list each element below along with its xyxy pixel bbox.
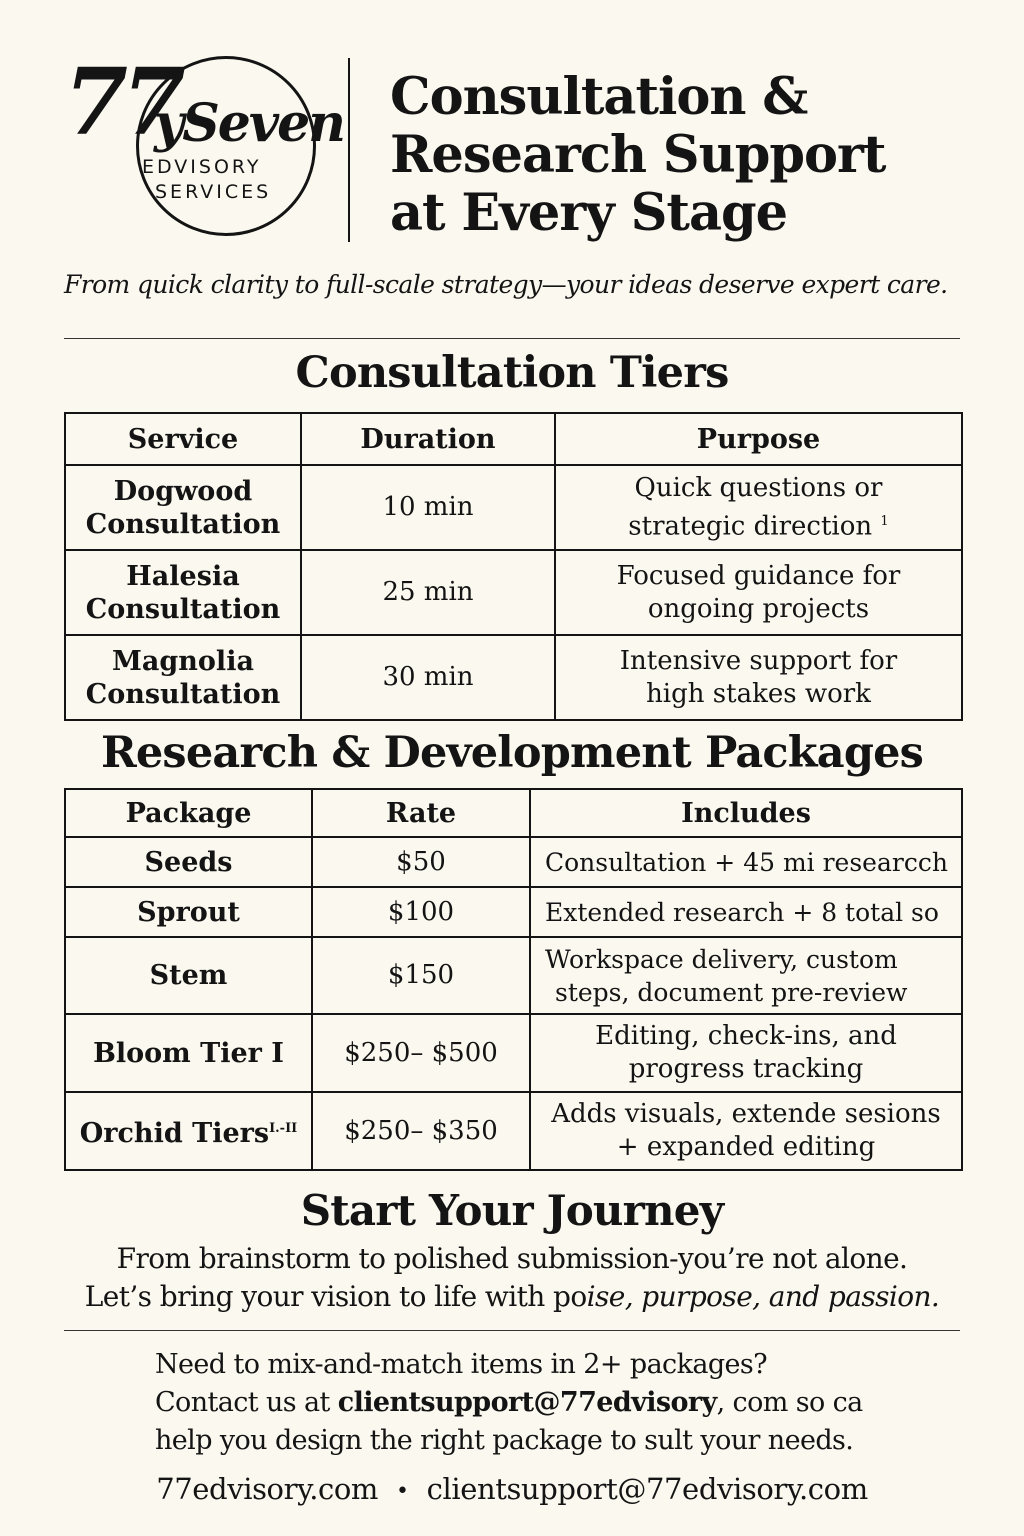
journey-text <box>64 1240 960 1316</box>
package-name-text: Orchid Tiers <box>79 1118 270 1149</box>
package-includes: Consultation + 45 mi researcch <box>530 837 962 887</box>
duration-cell: 30 min <box>301 635 555 720</box>
page-title <box>390 68 990 242</box>
consultation-table <box>64 412 963 721</box>
purpose-line: ongoing projects <box>647 593 870 624</box>
column-header: Rate <box>312 789 530 837</box>
website-link[interactable]: 77edvisory.com <box>156 1472 379 1506</box>
divider-top <box>64 338 960 339</box>
purpose-line: high stakes work <box>646 678 871 709</box>
duration-cell: 25 min <box>301 550 555 635</box>
journey-line-1: From brainstorm to polished submission-you’re not alone. <box>116 1242 908 1275</box>
consultation-heading: Consultation Tiers <box>295 348 729 398</box>
package-rate: $50 <box>312 837 530 887</box>
title-line-2: Research Support <box>390 125 886 185</box>
tier-superscript: I.-II <box>269 1121 298 1136</box>
service-cell <box>65 550 301 635</box>
footer-separator: • <box>396 1478 409 1504</box>
journey-line-2-italic: ise, purpose, and passion. <box>586 1280 940 1313</box>
package-name: Bloom Tier I <box>65 1014 312 1092</box>
purpose-line: Focused guidance for <box>616 560 901 591</box>
table-row <box>65 1014 962 1092</box>
tagline: From quick clarity to full-scale strategy—your ideas deserve expert care. <box>64 270 948 299</box>
packages-heading: Research & Development Packages <box>100 728 924 778</box>
package-rate: $150 <box>312 937 530 1014</box>
table-header-row <box>65 413 962 465</box>
contact-email-link[interactable]: clientsupport@77edvisory <box>337 1387 717 1418</box>
table-header-row <box>65 789 962 837</box>
divider-bottom <box>64 1330 960 1331</box>
contact-line-2 <box>155 1384 975 1422</box>
contact-suffix: , com so ca <box>716 1387 863 1418</box>
column-header: Duration <box>301 413 555 465</box>
package-rate: $100 <box>312 887 530 937</box>
purpose-text: strategic direction <box>628 511 873 542</box>
footnote-marker: 1 <box>880 513 889 529</box>
service-type: Consultation <box>85 508 281 540</box>
table-row <box>65 1092 962 1170</box>
service-name: Magnolia <box>112 645 254 677</box>
title-line-3: at Every Stage <box>390 183 788 243</box>
service-cell <box>65 465 301 550</box>
column-header: Includes <box>530 789 962 837</box>
journey-heading: Start Your Journey <box>300 1186 724 1235</box>
logo-line-2: SERVICES <box>155 181 272 203</box>
footer <box>64 1472 960 1506</box>
service-type: Consultation <box>85 593 281 625</box>
journey-line-2 <box>64 1278 960 1316</box>
service-name: Dogwood <box>113 475 253 507</box>
footer-email-link[interactable]: clientsupport@77edvisory.com <box>426 1472 868 1506</box>
logo-line-1: EDVISORY <box>142 156 262 178</box>
table-row <box>65 550 962 635</box>
logo-numeral: 77 <box>64 48 181 156</box>
contact-line-1: Need to mix-and-match items in 2+ packages? <box>155 1349 768 1380</box>
header-divider <box>348 58 350 242</box>
includes-line: Editing, check-ins, and <box>595 1021 897 1051</box>
package-rate: $250– $350 <box>312 1092 530 1170</box>
package-includes: Extended research + 8 total so <box>530 887 962 937</box>
contact-line-3: help you design the right package to sult your needs. <box>155 1425 854 1456</box>
column-header: Purpose <box>555 413 962 465</box>
service-type: Consultation <box>85 678 281 710</box>
package-rate: $250– $500 <box>312 1014 530 1092</box>
includes-line: Adds visuals, extende sesions <box>551 1099 941 1129</box>
includes-line: Workspace delivery, custom <box>545 944 898 974</box>
packages-table <box>64 788 963 1171</box>
table-row <box>65 635 962 720</box>
includes-line: + expanded editing <box>616 1132 876 1162</box>
package-includes <box>530 937 962 1014</box>
table-row <box>65 837 962 887</box>
purpose-cell <box>555 635 962 720</box>
table-row <box>65 465 962 550</box>
includes-line: steps, document pre-review <box>555 977 908 1007</box>
purpose-cell <box>555 465 962 550</box>
title-line-1: Consultation & <box>390 67 808 127</box>
contact-block <box>155 1346 975 1460</box>
purpose-line: Quick questions or <box>634 472 883 503</box>
purpose-line <box>564 505 953 544</box>
package-name: Seeds <box>65 837 312 887</box>
package-name: Sprout <box>65 887 312 937</box>
purpose-cell <box>555 550 962 635</box>
column-header: Service <box>65 413 301 465</box>
package-name: Stem <box>65 937 312 1014</box>
package-includes <box>530 1014 962 1092</box>
package-name <box>65 1092 312 1170</box>
includes-line: progress tracking <box>628 1054 864 1084</box>
purpose-line: Intensive support for <box>619 645 898 676</box>
journey-line-2-plain: Let’s bring your vision to life with po <box>84 1280 587 1313</box>
service-name: Halesia <box>126 560 240 592</box>
table-row <box>65 937 962 1014</box>
package-includes <box>530 1092 962 1170</box>
brand-logo <box>62 48 344 244</box>
duration-cell: 10 min <box>301 465 555 550</box>
table-row <box>65 887 962 937</box>
logo-wordmark: ySeven <box>154 93 344 154</box>
service-cell <box>65 635 301 720</box>
column-header: Package <box>65 789 312 837</box>
contact-prefix: Contact us at <box>155 1387 338 1418</box>
